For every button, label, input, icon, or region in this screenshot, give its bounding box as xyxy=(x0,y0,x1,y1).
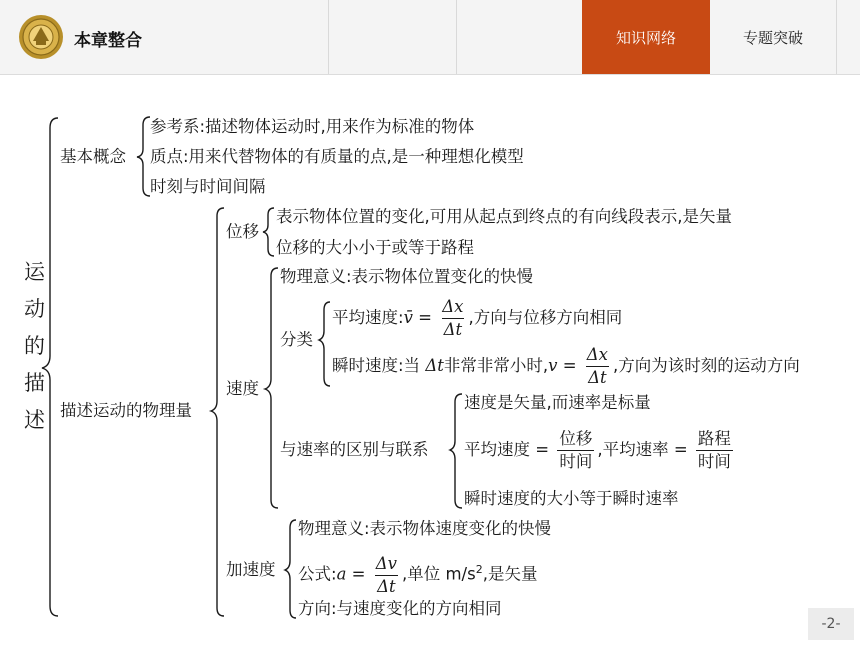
root-char: 动 xyxy=(24,297,45,321)
displacement-item-magnitude: 位移的大小小于或等于路程 xyxy=(276,238,474,257)
root-topic xyxy=(24,254,48,439)
unit-superscript: 2 xyxy=(475,563,483,576)
velocity-brace xyxy=(265,268,278,508)
speed-relation-label: 与速率的区别与联系 xyxy=(280,440,429,459)
acceleration-brace xyxy=(285,520,296,618)
relation-item-instant-speed: 瞬时速度的大小等于瞬时速率 xyxy=(464,489,679,508)
basic-item-particle: 质点:用来代替物体的有质量的点,是一种理想化模型 xyxy=(150,147,524,166)
a-symbol: a xyxy=(336,564,347,584)
acceleration-fraction xyxy=(374,553,399,598)
fraction-numerator: 位移 xyxy=(559,429,593,448)
basic-item-reference-frame: 参考系:描述物体运动时,用来作为标准的物体 xyxy=(150,117,475,136)
category-brace xyxy=(319,302,330,386)
unit-prefix: ,单位 m/s xyxy=(401,564,476,584)
page-number: -2- xyxy=(808,608,854,640)
velocity-label: 速度 xyxy=(226,379,259,398)
fraction-numerator: 路程 xyxy=(697,429,731,448)
equals-sign: = xyxy=(562,356,577,375)
fraction-numerator: Δx xyxy=(442,297,464,316)
displacement-label: 位移 xyxy=(226,222,259,241)
acceleration-meaning: 物理意义:表示物体速度变化的快慢 xyxy=(298,519,552,538)
average-velocity-prefix: 平均速度: xyxy=(332,308,404,327)
basic-concepts-label: 基本概念 xyxy=(60,147,126,166)
instant-velocity-prefix: 瞬时速度:当 xyxy=(332,356,421,375)
average-velocity-fraction xyxy=(440,296,465,341)
displacement-brace xyxy=(263,208,274,256)
instant-velocity-formula xyxy=(332,342,800,390)
v-bar-symbol: v̄ xyxy=(403,308,413,327)
velocity-meaning: 物理意义:表示物体位置变化的快慢 xyxy=(280,267,534,286)
instant-velocity-fraction xyxy=(585,344,610,389)
fraction-denominator: Δt xyxy=(443,320,463,339)
acceleration-formula xyxy=(298,546,537,599)
fraction-denominator: 时间 xyxy=(697,452,731,471)
relation-item-vector-scalar: 速度是矢量,而速率是标量 xyxy=(464,393,651,412)
root-char: 述 xyxy=(24,408,45,432)
fraction-denominator: Δt xyxy=(588,368,607,387)
average-velocity-suffix: ,方向与位移方向相同 xyxy=(468,308,623,327)
root-char: 的 xyxy=(24,334,45,358)
average-velocity-text: 平均速度 xyxy=(464,440,530,459)
tab-knowledge-network[interactable]: 知识网络 xyxy=(582,0,710,74)
root-char: 描 xyxy=(24,371,45,395)
tab-topic-breakthrough[interactable]: 专题突破 xyxy=(742,28,803,47)
equals-sign: = xyxy=(418,308,432,327)
equals-sign: = xyxy=(351,564,366,584)
quantities-label: 描述运动的物理量 xyxy=(60,401,192,420)
average-speed-text: ,平均速率 xyxy=(597,440,669,459)
acceleration-direction: 方向:与速度变化的方向相同 xyxy=(298,599,502,618)
displacement-over-time-fraction xyxy=(557,428,594,473)
average-velocity-formula xyxy=(332,294,622,342)
basic-item-time: 时刻与时间间隔 xyxy=(150,177,266,196)
unit-suffix: ,是矢量 xyxy=(482,564,538,584)
relation-item-average-formula xyxy=(464,426,736,474)
velocity-category-label: 分类 xyxy=(280,330,313,349)
equals-sign: = xyxy=(535,440,550,459)
relation-brace xyxy=(450,394,462,508)
quantities-brace xyxy=(211,208,224,616)
fraction-numerator: Δx xyxy=(586,345,608,364)
instant-velocity-middle: 非常非常小时, xyxy=(443,356,549,375)
fraction-numerator: Δv xyxy=(375,553,397,573)
displacement-item-definition: 表示物体位置的变化,可用从起点到终点的有向线段表示,是矢量 xyxy=(276,207,732,226)
root-char: 运 xyxy=(24,260,45,284)
chapter-title: 本章整合 xyxy=(74,31,142,51)
formula-prefix: 公式: xyxy=(298,564,337,584)
v-symbol: v xyxy=(548,356,558,375)
basic-brace xyxy=(137,117,150,196)
fraction-denominator: Δt xyxy=(377,576,396,596)
acceleration-label: 加速度 xyxy=(226,560,276,579)
fraction-denominator: 时间 xyxy=(559,452,593,471)
instant-velocity-suffix: ,方向为该时刻的运动方向 xyxy=(613,356,800,375)
equals-sign: = xyxy=(673,440,688,459)
delta-t-symbol: Δt xyxy=(425,356,444,375)
path-over-time-fraction xyxy=(696,428,733,473)
